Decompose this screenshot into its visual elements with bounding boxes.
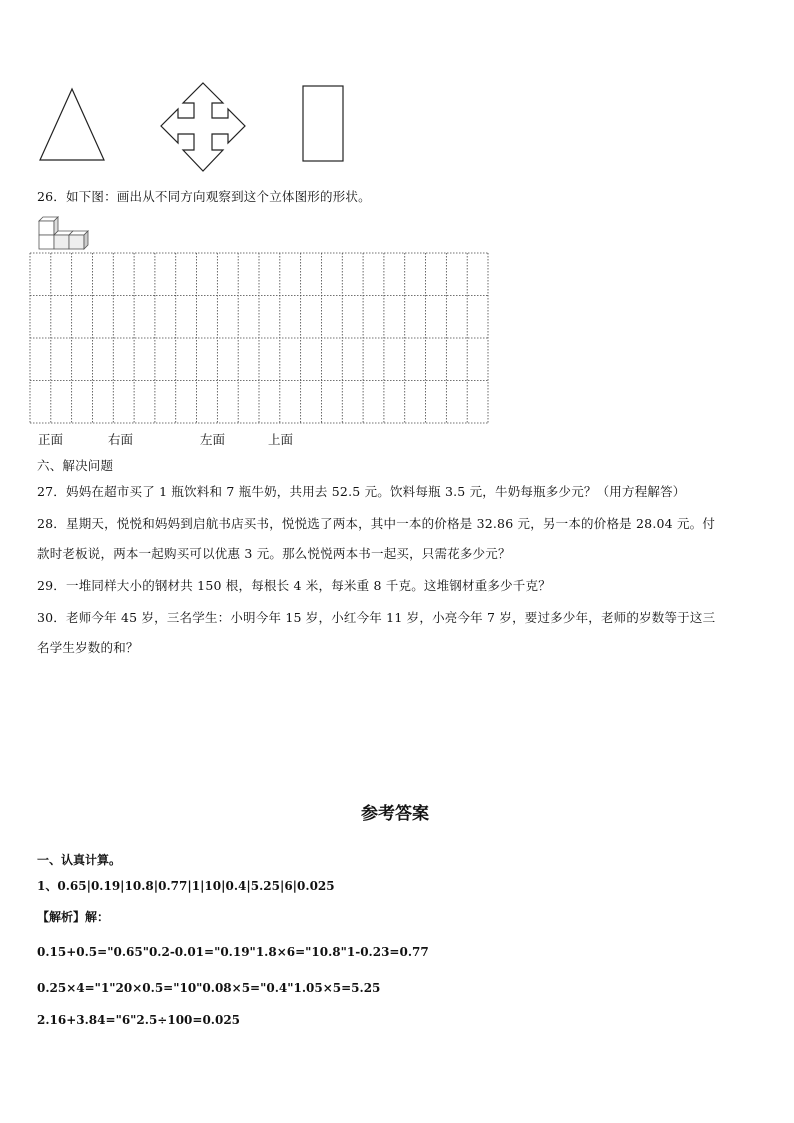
answers-title: 参考答案 [361, 804, 429, 824]
view-label-top: 上面 [268, 432, 294, 447]
rectangle-shape [303, 86, 343, 161]
cube-figure [36, 215, 100, 251]
question-28-line-1: 28．星期天，悦悦和妈妈到启航书店买书，悦悦选了两本，其中一本的价格是 32.86 元，另一本的价格是 28.04 元。付 [37, 516, 716, 531]
four-arrow-shape [161, 83, 245, 171]
answers-item-1: 1、0.65|0.19|10.8|0.77|1|10|0.4|5.25|6|0.025 [37, 879, 335, 893]
section-6-title: 六、解决问题 [37, 458, 114, 473]
answers-line-1: 0.15+0.5="0.65"0.2-0.01="0.19"1.8×6="10.8"1-0.23=0.77 [37, 945, 429, 959]
question-28-line-2: 款时老板说，两本一起购买可以优惠 3 元。那么悦悦两本书一起买，只需花多少元？ [37, 546, 511, 561]
question-30-line-2: 名学生岁数的和？ [37, 640, 139, 655]
answers-line-2: 0.25×4="1"20×0.5="10"0.08×5="0.4"1.05×5=5.25 [37, 981, 381, 995]
question-29: 29．一堆同样大小的钢材共 150 根，每根长 4 米，每米重 8 千克。这堆钢材重多少千克？ [37, 578, 551, 593]
view-label-front: 正面 [38, 432, 64, 447]
shapes-row [0, 0, 794, 180]
view-label-right: 右面 [108, 432, 134, 447]
question-30-line-1: 30．老师今年 45 岁，三名学生：小明今年 15 岁，小红今年 11 岁，小亮今年 7 岁，要过多少年，老师的岁数等于这三 [37, 610, 716, 625]
answers-analysis: 【解析】解： [37, 910, 110, 924]
triangle-shape [40, 89, 104, 160]
drawing-grid [28, 251, 490, 425]
answers-line-3: 2.16+3.84="6"2.5÷100=0.025 [37, 1013, 241, 1027]
answers-section-1: 一、认真计算。 [37, 853, 122, 867]
question-26: 26．如下图：画出从不同方向观察到这个立体图形的形状。 [37, 189, 371, 204]
view-label-left: 左面 [200, 432, 226, 447]
question-27: 27．妈妈在超市买了 1 瓶饮料和 7 瓶牛奶，共用去 52.5 元。饮料每瓶 3.5 元，牛奶每瓶多少元？（用方程解答） [37, 484, 686, 499]
